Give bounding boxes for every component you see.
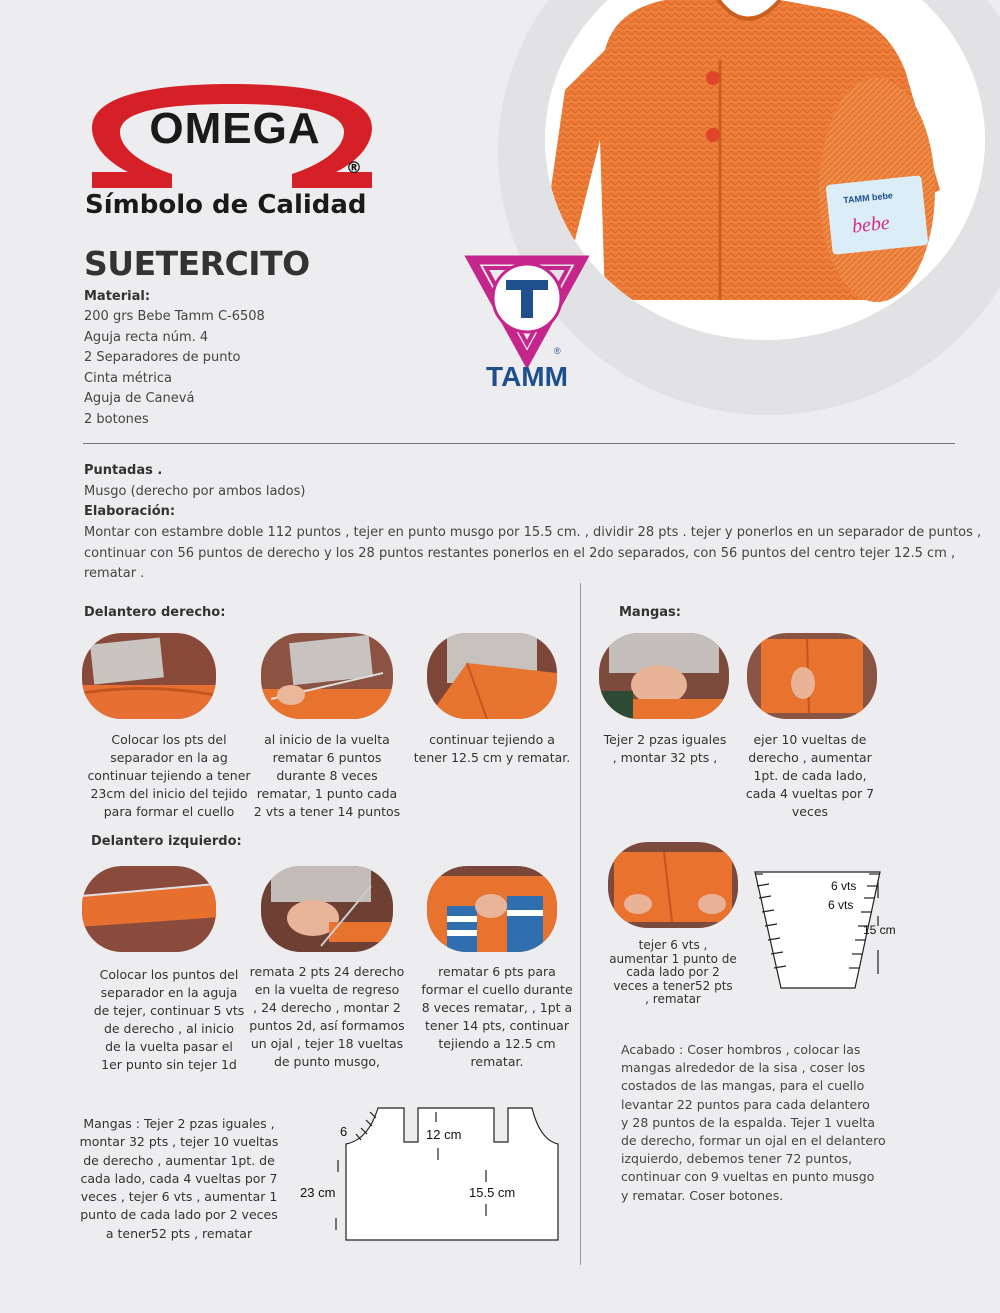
mangas-summary: Mangas : Tejer 2 pzas iguales , montar 32 pts , tejer 10 vueltas de derecho , aumentar 1pt. de cada lado, cada 4 vueltas por 7 veces , tejer 6 vts , aumentar 1 punto de cada lado por 2 veces a tener52 pts , rematar — [79, 1116, 279, 1241]
button-icon — [706, 71, 720, 85]
yarn-skein-icon — [819, 78, 935, 302]
omega-brand: OMEGA — [149, 104, 321, 153]
sleeve-label: 6 vts — [828, 898, 854, 912]
diagram-label: 15.5 cm — [469, 1185, 516, 1200]
material-item: Aguja de Canevá — [84, 391, 195, 407]
puntadas-text: Musgo (derecho por ambos lados) — [84, 484, 306, 499]
step-photo — [261, 633, 393, 719]
column-divider — [580, 583, 581, 1265]
step-photo — [82, 633, 216, 719]
step-caption: ejer 10 vueltas de derecho , aumentar 1pt. de cada lado, cada 4 vueltas por 7 veces — [745, 732, 875, 819]
step-photo — [427, 866, 557, 952]
svg-text:®: ® — [554, 346, 561, 356]
step-photo — [427, 633, 557, 719]
elaboracion-label: Elaboración: — [84, 504, 176, 519]
step-photo — [599, 633, 729, 719]
diagram-label: 12 cm — [426, 1127, 462, 1142]
omega-tagline: Símbolo de Calidad — [85, 190, 367, 220]
tamm-logo-icon — [462, 250, 592, 390]
step-caption: remata 2 pts 24 derecho en la vuelta de regreso , 24 derecho , montar 2 puntos 2d, así formamos un ojal , tejer 18 vueltas de punto musgo, — [249, 964, 405, 1069]
step-photo — [747, 633, 877, 719]
step-photo — [82, 866, 216, 952]
diagram-label: 23 cm — [300, 1185, 336, 1200]
body-diagram — [296, 1100, 566, 1245]
puntadas-label: Puntadas . — [84, 463, 163, 478]
delantero-derecho-label: Delantero derecho: — [84, 605, 226, 620]
section-divider — [83, 443, 955, 444]
button-icon — [706, 128, 720, 142]
material-item: 2 Separadores de punto — [84, 350, 241, 366]
mangas-label: Mangas: — [619, 605, 681, 620]
material-list — [84, 307, 265, 431]
step-caption: Colocar los puntos del separador en la aguja de tejer, continuar 5 vts de derecho , al inicio de la vuelta pasar el 1er punto sin tejer 1d — [93, 967, 245, 1072]
material-item: 200 grs Bebe Tamm C-6508 — [84, 309, 265, 324]
step-caption: continuar tejiendo a tener 12.5 cm y rematar. — [413, 732, 571, 765]
step-caption: Colocar los pts del separador en la ag continuar tejiendo a tener 23cm del inicio del tejido para formar el cuello — [87, 732, 251, 819]
delantero-izquierdo-label: Delantero izquierdo: — [91, 834, 242, 849]
tamm-brand: TAMM — [486, 361, 568, 390]
sleeve-label: 6 vts — [831, 879, 857, 893]
step-photo — [261, 866, 393, 952]
step-caption: tejer 6 vts , aumentar 1 punto de cada lado por 2 veces a tener52 pts , rematar — [609, 938, 737, 1006]
step-caption: Tejer 2 pzas iguales , montar 32 pts , — [603, 732, 727, 765]
material-label: Material: — [84, 289, 151, 304]
svg-text:bebe: bebe — [850, 211, 891, 238]
skein-label: TAMM bebe — [842, 190, 894, 206]
diagram-label: 6 — [340, 1124, 348, 1139]
material-item: Cinta métrica — [84, 370, 172, 386]
step-caption: al inicio de la vuelta rematar 6 puntos durante 8 veces rematar, 1 punto cada 2 vts a tener 14 puntos — [253, 732, 401, 819]
acabado-text: Acabado : Coser hombros , colocar las mangas alrededor de la sisa , coser los costados de las mangas, para el cuello levantar 22 puntos para cada delantero y 28 puntos de la espalda. Tejer 1 vuelta de derecho, formar un ojal en el delantero izquierdo, debemos tener 72 puntos, continuar con 9 vueltas en punto musgo y rematar. Coser botones. — [621, 1042, 886, 1203]
page-title: SUETERCITO — [84, 244, 310, 283]
material-item: 2 botones — [84, 411, 149, 427]
step-photo — [608, 842, 738, 928]
registered-mark: ® — [346, 158, 362, 177]
sleeve-label: 15 cm — [863, 923, 896, 937]
material-item: Aguja recta núm. 4 — [84, 329, 209, 345]
step-caption: rematar 6 pts para formar el cuello durante 8 veces rematar, , 1pt a tener 14 pts, continuar tejiendo a 12.5 cm rematar. — [421, 964, 573, 1069]
elaboracion-text: Montar con estambre doble 112 puntos , tejer en punto musgo por 15.5 cm. , dividir 28 pts . tejer y ponerlos en un separador de puntos , continuar con 56 puntos de derecho y los 28 puntos restantes ponerlos en el 2do separados, con 56 puntos del centro tejer 12.5 cm , rematar . — [84, 525, 982, 582]
sleeve-diagram — [745, 866, 1000, 996]
